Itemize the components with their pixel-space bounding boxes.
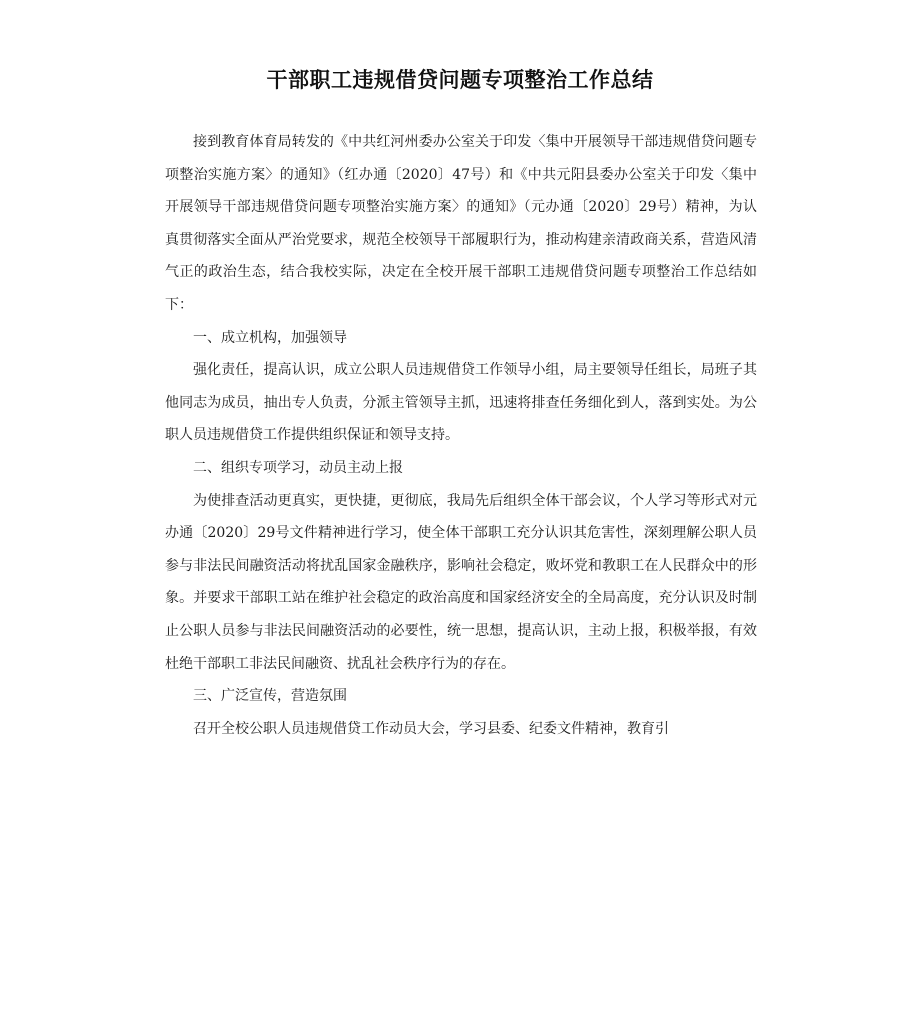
section-2-paragraph: 为使排查活动更真实，更快捷，更彻底，我局先后组织全体干部会议，个人学习等形式对元办通〔2020〕29号文件精神进行学习，使全体干部职工充分认识其危害性，深刻理解公职人员参与非法民间融资活动将扰乱国家金融秩序，影响社会稳定，败坏党和教职工在人民群众中的形象。并要求干部职工站在维护社会稳定的政治高度和国家经济安全的全局高度，充分认识及时制止公职人员参与非法民间融资活动的必要性，统一思想，提高认识，主动上报，积极举报，有效杜绝干部职工非法民间融资、扰乱社会秩序行为的存在。 <box>165 492 757 672</box>
section-heading-1: 一、成立机构，加强领导 <box>193 329 347 346</box>
document-body <box>165 126 757 745</box>
section-heading-2: 二、组织专项学习，动员主动上报 <box>193 459 403 476</box>
section-1-paragraph: 强化责任，提高认识，成立公职人员违规借贷工作领导小组，局主要领导任组长，局班子其他同志为成员，抽出专人负责，分派主管领导主抓，迅速将排查任务细化到人，落到实处。为公职人员违规借贷工作提供组织保证和领导支持。 <box>165 362 757 444</box>
intro-paragraph: 接到教育体育局转发的《中共红河州委办公室关于印发〈集中开展领导干部违规借贷问题专项整治实施方案〉的通知》（红办通〔2020〕47号）和《中共元阳县委办公室关于印发〈集中开展领导干部违规借贷问题专项整治实施方案〉的通知》（元办通〔2020〕29号）精神，为认真贯彻落实全面从严治党要求，规范全校领导干部履职行为，推动构建亲清政商关系，营造风清气正的政治生态，结合我校实际，决定在全校开展干部职工违规借贷问题专项整治工作总结如下： <box>165 134 757 313</box>
section-heading-3: 三、广泛宣传，营造氛围 <box>193 688 347 705</box>
section-3-paragraph: 召开全校公职人员违规借贷工作动员大会，学习县委、纪委文件精神，教育引 <box>193 720 669 737</box>
document-title: 干部职工违规借贷问题专项整治工作总结 <box>266 68 654 92</box>
